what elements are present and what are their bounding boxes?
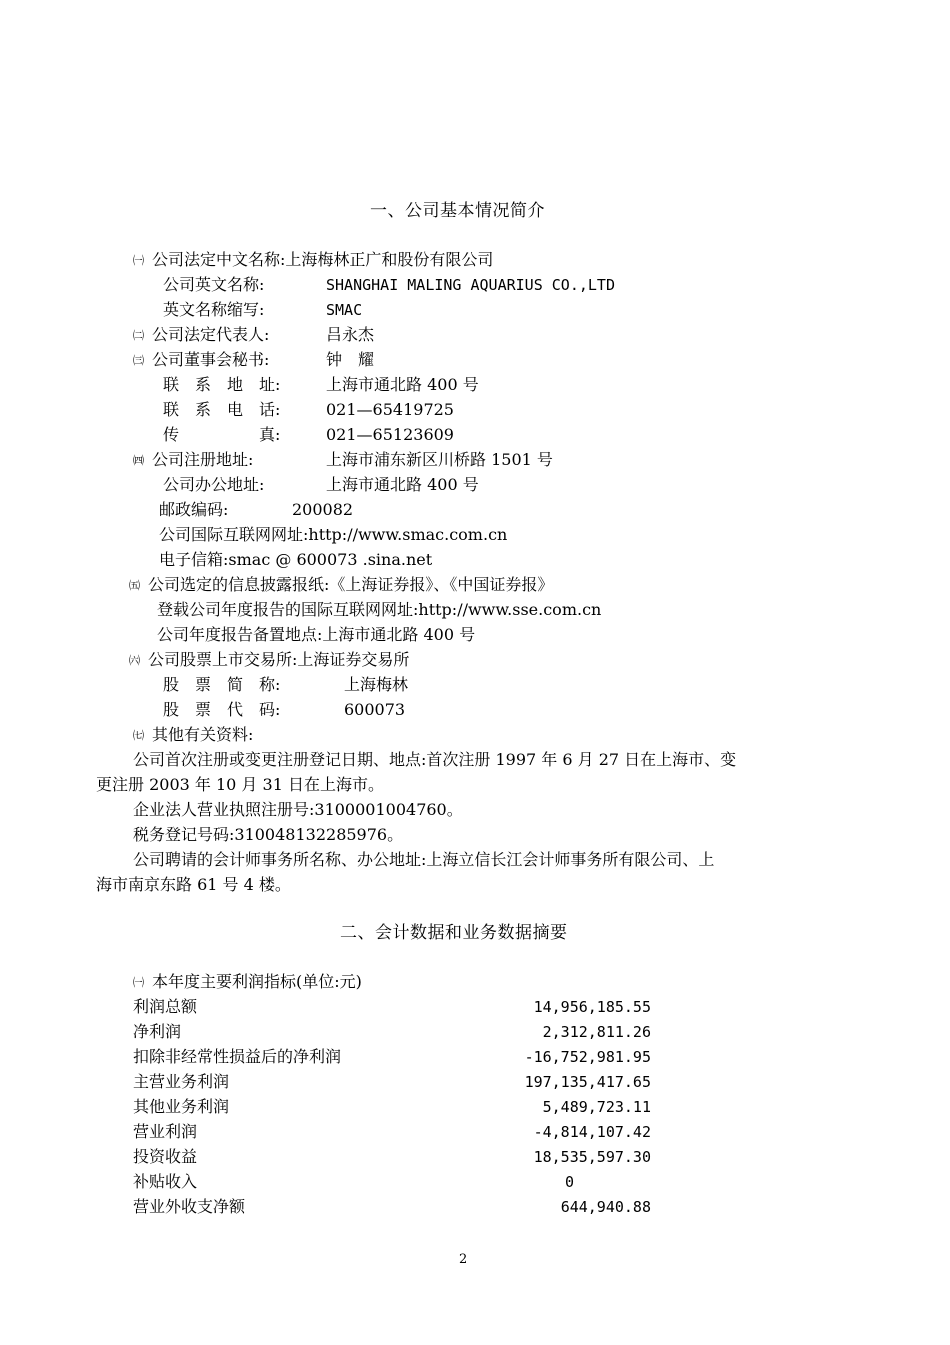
marker-3: ㈢ <box>133 354 144 367</box>
reg-addr-line <box>133 450 253 471</box>
row-label: 扣除非经常性损益后的净利润 <box>133 1047 342 1066</box>
addr-value: 上海市通北路 400 号 <box>326 375 479 394</box>
stock-code-label: 股 票 代 码: <box>163 700 281 719</box>
page-number: 2 <box>459 1252 468 1267</box>
en-name-value: SHANGHAI MALING AQUARIUS CO.,LTD <box>326 276 615 294</box>
en-name-label: 公司英文名称: <box>163 275 265 294</box>
report-site-line: 登载公司年度报告的国际互联网网址:http://www.sse.com.cn <box>157 600 602 619</box>
row-value: -16,752,981.95 <box>524 1048 651 1066</box>
row-value: -4,814,107.42 <box>533 1123 651 1141</box>
exchange-line <box>129 650 409 671</box>
row-value: 0 <box>565 1173 575 1191</box>
fax-label: 传 真: <box>163 425 281 444</box>
other-line <box>133 725 253 746</box>
row-value: 14,956,185.55 <box>533 998 651 1016</box>
tax-line: 税务登记号码:310048132285976。 <box>133 825 404 844</box>
row-value: 2,312,811.26 <box>542 1023 651 1041</box>
newspapers: 公司选定的信息披露报纸:《上海证券报》、《中国证券报》 <box>148 575 554 594</box>
legal-rep-line <box>133 325 269 346</box>
row-label: 营业利润 <box>133 1122 198 1141</box>
website-line: 公司国际互联网网址:http://www.smac.com.cn <box>159 525 508 544</box>
legal-rep-value: 吕永杰 <box>326 325 375 344</box>
section2-title: 二、会计数据和业务数据摘要 <box>340 923 568 943</box>
profit-subtitle-line <box>133 972 362 993</box>
cn-name: 公司法定中文名称:上海梅林正广和股份有限公司 <box>152 250 494 269</box>
row-value: 197,135,417.65 <box>524 1073 651 1091</box>
office-addr-value: 上海市通北路 400 号 <box>326 475 479 494</box>
abbr-value: SMAC <box>326 301 363 319</box>
row-label: 主营业务利润 <box>133 1072 230 1091</box>
row-label: 其他业务利润 <box>133 1097 230 1116</box>
reg-addr-label: 公司注册地址: <box>152 450 254 469</box>
marker-5: ㈤ <box>129 579 140 592</box>
marker-s2-1: ㈠ <box>133 976 144 989</box>
secretary-value: 钟 耀 <box>326 350 375 369</box>
postcode-value: 200082 <box>292 500 354 519</box>
row-value: 18,535,597.30 <box>533 1148 651 1166</box>
legal-rep-label: 公司法定代表人: <box>152 325 270 344</box>
marker-4: ㈣ <box>133 454 144 467</box>
profit-subtitle: 本年度主要利润指标(单位:元) <box>152 972 362 991</box>
fax-value: 021—65123609 <box>326 425 454 444</box>
auditor-line-1: 公司聘请的会计师事务所名称、办公地址:上海立信长江会计师事务所有限公司、上 <box>133 850 715 869</box>
secretary-label: 公司董事会秘书: <box>152 350 270 369</box>
stock-name-value: 上海梅林 <box>344 675 409 694</box>
marker-6: ㈥ <box>129 654 140 667</box>
row-label: 营业外收支净额 <box>133 1197 246 1216</box>
reg-date-line-1: 公司首次注册或变更注册登记日期、地点:首次注册 1997 年 6 月 27 日在上海市、变 <box>133 750 737 769</box>
auditor-line-2: 海市南京东路 61 号 4 楼。 <box>96 875 291 894</box>
row-label: 利润总额 <box>133 997 198 1016</box>
secretary-line <box>133 350 269 371</box>
reg-addr-value: 上海市浦东新区川桥路 1501 号 <box>326 450 553 469</box>
office-addr-label: 公司办公地址: <box>163 475 265 494</box>
cn-name-line <box>133 250 493 271</box>
exchange: 公司股票上市交易所:上海证券交易所 <box>148 650 410 669</box>
row-label: 补贴收入 <box>133 1172 198 1191</box>
license-line: 企业法人营业执照注册号:3100001004760。 <box>133 800 463 819</box>
addr-label: 联 系 地 址: <box>163 375 281 394</box>
tel-value: 021—65419725 <box>326 400 454 419</box>
row-value: 644,940.88 <box>560 1198 651 1216</box>
marker-1: ㈠ <box>133 254 144 267</box>
marker-2: ㈡ <box>133 329 144 342</box>
row-label: 投资收益 <box>133 1147 198 1166</box>
reg-date-line-2: 更注册 2003 年 10 月 31 日在上海市。 <box>96 775 384 794</box>
postcode-label: 邮政编码: <box>159 500 229 519</box>
email-line: 电子信箱:smac @ 600073 .sina.net <box>159 550 433 569</box>
newspapers-line <box>129 575 553 596</box>
other: 其他有关资料: <box>152 725 254 744</box>
row-label: 净利润 <box>133 1022 182 1041</box>
abbr-label: 英文名称缩写: <box>163 300 265 319</box>
report-place-line: 公司年度报告备置地点:上海市通北路 400 号 <box>157 625 476 644</box>
marker-7: ㈦ <box>133 729 144 742</box>
stock-name-label: 股 票 简 称: <box>163 675 281 694</box>
tel-label: 联 系 电 话: <box>163 400 281 419</box>
stock-code-value: 600073 <box>344 700 406 719</box>
row-value: 5,489,723.11 <box>542 1098 651 1116</box>
section1-title: 一、公司基本情况简介 <box>370 201 545 221</box>
